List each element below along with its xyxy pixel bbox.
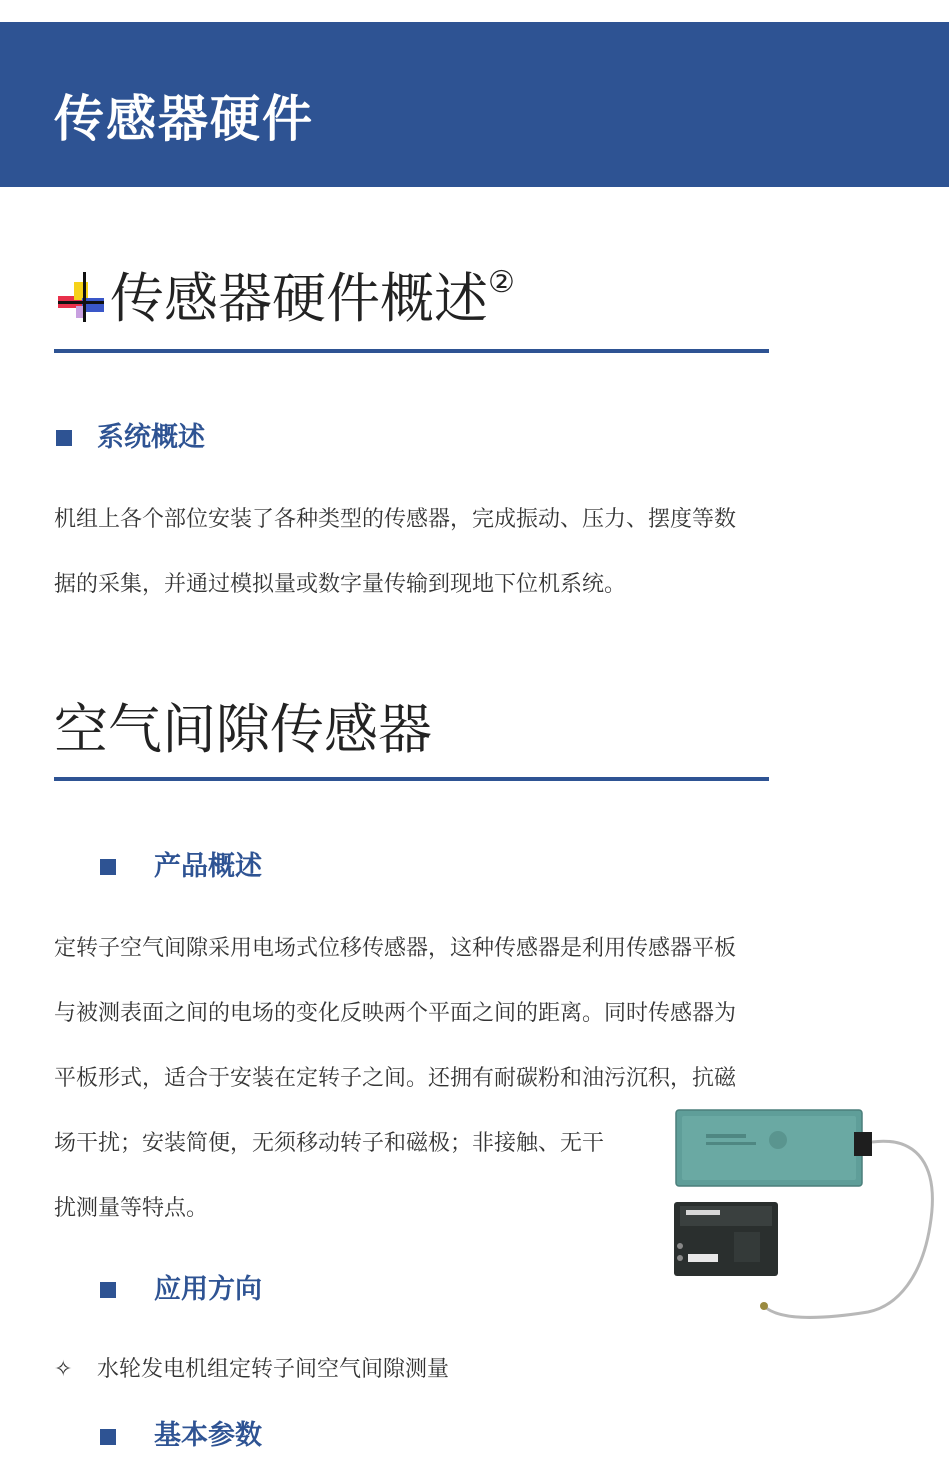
basic-params-heading: 基本参数 bbox=[154, 1420, 262, 1451]
colorful-cross-icon bbox=[54, 270, 108, 324]
square-bullet-icon bbox=[100, 859, 116, 875]
sensor-product-image bbox=[668, 1106, 940, 1332]
system-overview-text bbox=[54, 487, 736, 617]
paragraph-line: 场干扰；安装简便，无须移动转子和磁极；非接触、无干 bbox=[54, 1131, 605, 1156]
section-divider bbox=[54, 349, 769, 353]
air-gap-title: 空气间隙传感器 bbox=[54, 698, 432, 761]
square-bullet-icon bbox=[100, 1429, 116, 1445]
paragraph-line: 平板形式，适合于安装在定转子之间。还拥有耐碳粉和油污沉积，抗磁 bbox=[54, 1066, 737, 1091]
overview-title-footnote: ② bbox=[488, 265, 515, 300]
paragraph-line: 与被测表面之间的电场的变化反映两个平面之间的距离。同时传感器为 bbox=[54, 1001, 737, 1026]
application-item: 水轮发电机组定转子间空气间隙测量 bbox=[97, 1357, 450, 1382]
sparkle-bullet-icon: ✧ bbox=[54, 1357, 73, 1382]
square-bullet-icon bbox=[100, 1282, 116, 1298]
system-overview-heading: 系统概述 bbox=[97, 422, 205, 453]
section-divider bbox=[54, 777, 769, 781]
product-overview-heading: 产品概述 bbox=[154, 851, 262, 882]
overview-title-text: 传感器硬件概述 bbox=[110, 267, 488, 330]
paragraph-line: 据的采集，并通过模拟量或数字量传输到现地下位机系统。 bbox=[54, 572, 627, 597]
square-bullet-icon bbox=[56, 430, 72, 446]
paragraph-line: 扰测量等特点。 bbox=[54, 1196, 209, 1221]
page-title: 传感器硬件 bbox=[54, 90, 314, 148]
header-banner bbox=[0, 22, 949, 187]
product-overview-text bbox=[54, 916, 736, 1241]
overview-title bbox=[110, 265, 515, 330]
paragraph-line: 机组上各个部位安装了各种类型的传感器，完成振动、压力、摆度等数 bbox=[54, 507, 737, 532]
application-heading: 应用方向 bbox=[154, 1274, 262, 1305]
paragraph-line: 定转子空气间隙采用电场式位移传感器，这种传感器是利用传感器平板 bbox=[54, 936, 737, 961]
